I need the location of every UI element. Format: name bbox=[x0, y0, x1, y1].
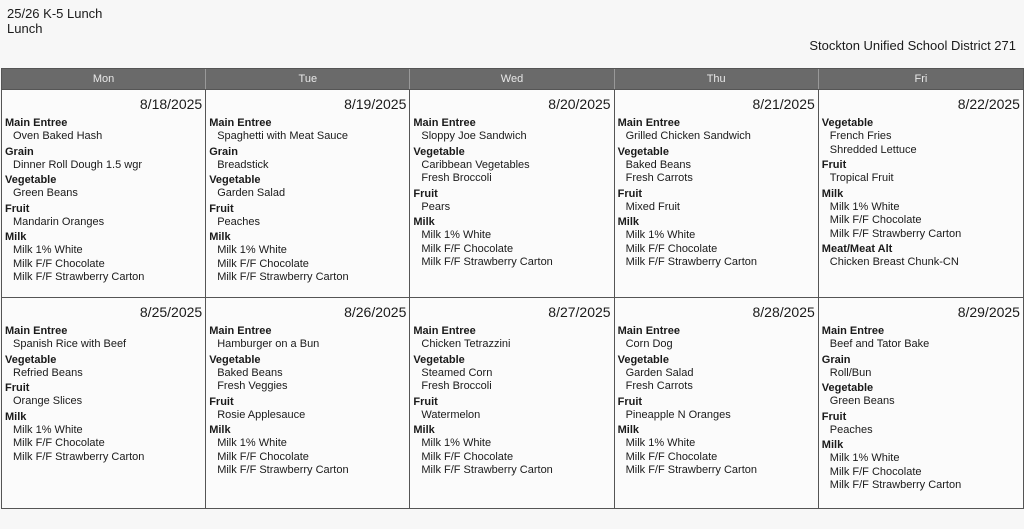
menu-item: Grilled Chicken Sandwich bbox=[625, 130, 751, 142]
menu-item: Rosie Applesauce bbox=[217, 408, 306, 421]
week-row-1 bbox=[2, 89, 1023, 297]
menu-item: Dinner Roll Dough 1.5 wgr bbox=[13, 158, 143, 171]
menu-category: Main Entree bbox=[209, 325, 272, 337]
menu-item: Milk F/F Strawberry Carton bbox=[829, 227, 962, 240]
menu-item: Pineapple N Oranges bbox=[625, 408, 731, 421]
menu-item: Mixed Fruit bbox=[625, 200, 680, 213]
day-cell bbox=[2, 90, 206, 297]
menu-item: Milk F/F Chocolate bbox=[217, 450, 309, 463]
day-cell bbox=[819, 90, 1023, 297]
menu-category: Fruit bbox=[209, 202, 234, 215]
menu-item: Milk 1% White bbox=[13, 244, 83, 256]
menu-item: Green Beans bbox=[13, 187, 78, 199]
menu-title bbox=[7, 6, 102, 36]
menu-category: Vegetable bbox=[5, 353, 57, 366]
menu-category: Grain bbox=[5, 145, 34, 158]
day-cell bbox=[615, 298, 819, 508]
day-cell bbox=[819, 298, 1023, 508]
menu-item: Shredded Lettuce bbox=[829, 143, 917, 156]
menu-item: Peaches bbox=[217, 215, 260, 228]
menu-item: Milk 1% White bbox=[829, 200, 900, 213]
menu-category: Milk bbox=[5, 410, 27, 423]
day-date: 8/25/2025 bbox=[139, 304, 203, 320]
menu-category: Main Entree bbox=[5, 117, 68, 129]
menu-item: Fresh Carrots bbox=[625, 172, 693, 184]
menu-item: Fresh Broccoli bbox=[421, 380, 492, 392]
menu-item: Spanish Rice with Beef bbox=[13, 338, 127, 350]
menu-category: Vegetable bbox=[617, 145, 669, 158]
menu-category: Milk bbox=[617, 424, 639, 436]
menu-item: Fresh Veggies bbox=[217, 380, 288, 392]
day-cell bbox=[2, 298, 206, 508]
menu-category: Milk bbox=[209, 231, 231, 243]
weekday-header-row bbox=[2, 69, 1023, 89]
menu-category: Meat/Meat Alt bbox=[821, 243, 893, 255]
menu-item: Hamburger on a Bun bbox=[217, 338, 320, 350]
menu-item: Garden Salad bbox=[625, 366, 694, 379]
menu-item: Caribbean Vegetables bbox=[421, 158, 530, 171]
menu-item: Milk F/F Chocolate bbox=[13, 257, 105, 270]
menu-item: Fresh Broccoli bbox=[421, 172, 492, 184]
day-date: 8/27/2025 bbox=[548, 304, 611, 320]
menu-item: Milk F/F Strawberry Carton bbox=[625, 464, 758, 476]
menu-item: Sloppy Joe Sandwich bbox=[421, 130, 527, 142]
menu-category: Vegetable bbox=[413, 145, 465, 158]
day-cell bbox=[410, 298, 614, 508]
weekday-header-tue: Tue bbox=[206, 69, 410, 89]
menu-item: Milk F/F Strawberry Carton bbox=[421, 256, 553, 268]
menu-item: Milk F/F Strawberry Carton bbox=[217, 271, 349, 283]
menu-item: Peaches bbox=[829, 423, 873, 436]
day-date: 8/20/2025 bbox=[548, 96, 611, 112]
menu-item: Milk 1% White bbox=[421, 437, 492, 449]
lunch-calendar bbox=[1, 68, 1024, 509]
menu-item: Refried Beans bbox=[13, 366, 83, 379]
menu-item: Green Beans bbox=[829, 395, 895, 407]
menu-item: Milk F/F Strawberry Carton bbox=[625, 256, 758, 268]
menu-item: Milk F/F Strawberry Carton bbox=[421, 464, 553, 476]
menu-item: Milk F/F Chocolate bbox=[625, 450, 718, 463]
menu-item: Milk F/F Strawberry Carton bbox=[829, 479, 962, 491]
menu-item: Milk F/F Chocolate bbox=[217, 257, 309, 270]
menu-category: Vegetable bbox=[821, 382, 874, 394]
menu-category: Fruit bbox=[617, 187, 643, 200]
menu-category: Fruit bbox=[209, 395, 234, 408]
day-cell bbox=[206, 90, 410, 297]
menu-item: Milk 1% White bbox=[217, 437, 287, 449]
menu-item: Milk 1% White bbox=[13, 423, 83, 436]
menu-category: Milk bbox=[617, 216, 639, 228]
menu-category: Vegetable bbox=[5, 174, 57, 186]
menu-category: Fruit bbox=[5, 202, 30, 215]
day-date: 8/29/2025 bbox=[957, 304, 1020, 320]
menu-item: Milk F/F Chocolate bbox=[625, 242, 718, 255]
menu-category: Grain bbox=[821, 353, 851, 366]
menu-category: Fruit bbox=[413, 187, 438, 200]
menu-item: Steamed Corn bbox=[421, 366, 493, 379]
menu-item: Spaghetti with Meat Sauce bbox=[217, 130, 349, 142]
menu-item: Orange Slices bbox=[13, 395, 83, 407]
weekday-header-thu: Thu bbox=[615, 69, 819, 89]
menu-category: Milk bbox=[5, 231, 27, 243]
menu-item: Watermelon bbox=[421, 408, 481, 421]
menu-category: Main Entree bbox=[617, 117, 680, 129]
menu-item: Milk F/F Chocolate bbox=[829, 214, 922, 226]
menu-category: Main Entree bbox=[413, 325, 476, 337]
day-date: 8/21/2025 bbox=[752, 96, 815, 112]
menu-category: Vegetable bbox=[413, 353, 465, 366]
menu-category: Vegetable bbox=[821, 117, 874, 129]
menu-item: Milk F/F Strawberry Carton bbox=[13, 450, 145, 463]
day-cell bbox=[615, 90, 819, 297]
menu-item: Corn Dog bbox=[625, 338, 673, 350]
menu-category: Main Entree bbox=[209, 117, 272, 129]
weekday-header-fri: Fri bbox=[914, 73, 928, 85]
weekday-header-mon: Mon bbox=[2, 69, 206, 89]
menu-item: Milk F/F Strawberry Carton bbox=[13, 271, 145, 283]
menu-category: Milk bbox=[209, 424, 231, 436]
menu-category: Fruit bbox=[617, 395, 643, 408]
menu-item: Milk 1% White bbox=[625, 437, 696, 449]
menu-item: Mandarin Oranges bbox=[13, 215, 105, 228]
menu-item: French Fries bbox=[829, 130, 892, 142]
weekday-header-wed: Wed bbox=[410, 69, 614, 89]
menu-item: Milk F/F Strawberry Carton bbox=[217, 464, 349, 476]
menu-item: Milk F/F Chocolate bbox=[829, 465, 922, 478]
day-date: 8/19/2025 bbox=[344, 96, 407, 112]
menu-category: Fruit bbox=[5, 382, 30, 394]
menu-category: Main Entree bbox=[617, 325, 680, 337]
menu-item: Chicken Tetrazzini bbox=[421, 338, 511, 350]
day-cell bbox=[206, 298, 410, 508]
menu-item: Fresh Carrots bbox=[625, 380, 693, 392]
menu-category: Fruit bbox=[821, 159, 847, 171]
menu-category: Grain bbox=[209, 145, 238, 158]
menu-item: Oven Baked Hash bbox=[13, 130, 103, 142]
menu-category: Milk bbox=[821, 187, 844, 200]
menu-item: Milk F/F Chocolate bbox=[421, 242, 514, 255]
menu-category: Fruit bbox=[821, 410, 847, 423]
menu-item: Chicken Breast Chunk-CN bbox=[829, 256, 959, 268]
menu-item: Milk 1% White bbox=[625, 229, 696, 241]
menu-category: Main Entree bbox=[413, 117, 476, 129]
day-cell bbox=[410, 90, 614, 297]
menu-category: Milk bbox=[413, 216, 435, 228]
menu-category: Vegetable bbox=[209, 174, 261, 186]
menu-category: Milk bbox=[413, 424, 435, 436]
menu-item: Tropical Fruit bbox=[829, 172, 894, 184]
menu-item: Pears bbox=[421, 200, 451, 213]
day-date: 8/26/2025 bbox=[344, 304, 407, 320]
week-row-2 bbox=[2, 297, 1023, 508]
menu-item: Milk 1% White bbox=[217, 244, 287, 256]
menu-item: Milk 1% White bbox=[421, 229, 492, 241]
district-name: Stockton Unified School District 271 bbox=[809, 38, 1016, 53]
menu-item: Breadstick bbox=[217, 158, 269, 171]
menu-category: Fruit bbox=[413, 395, 438, 408]
menu-category: Milk bbox=[821, 439, 844, 451]
menu-category: Vegetable bbox=[209, 353, 261, 366]
menu-item: Milk 1% White bbox=[829, 452, 900, 464]
menu-category: Vegetable bbox=[617, 353, 669, 366]
menu-item: Baked Beans bbox=[217, 366, 283, 379]
menu-item: Milk F/F Chocolate bbox=[13, 437, 105, 449]
menu-item: Milk F/F Chocolate bbox=[421, 450, 514, 463]
menu-category: Main Entree bbox=[821, 325, 885, 337]
menu-item: Baked Beans bbox=[625, 158, 692, 171]
menu-title-line1: 25/26 K-5 Lunch bbox=[7, 6, 103, 21]
day-date: 8/22/2025 bbox=[957, 96, 1020, 112]
day-date: 8/18/2025 bbox=[139, 96, 203, 112]
day-date: 8/28/2025 bbox=[752, 304, 815, 320]
menu-title-line2: Lunch bbox=[7, 21, 43, 36]
menu-category: Main Entree bbox=[5, 325, 68, 337]
menu-item: Garden Salad bbox=[217, 187, 286, 199]
menu-item: Roll/Bun bbox=[829, 366, 872, 379]
menu-item: Beef and Tator Bake bbox=[829, 338, 930, 350]
